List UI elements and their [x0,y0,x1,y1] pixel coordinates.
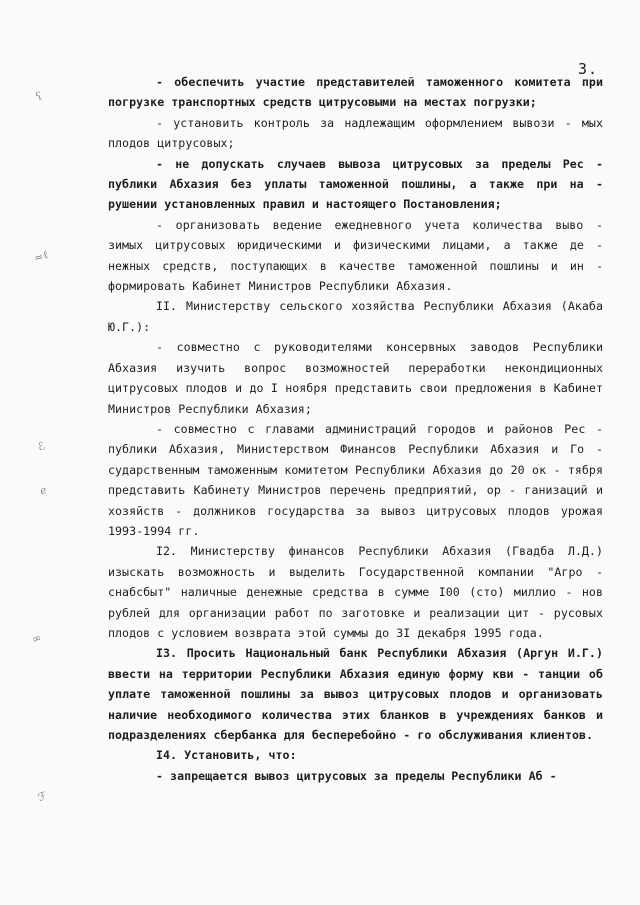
paragraph: - совместно с руководителями консервных заводов Республики Абхазия изучить вопрос возможностей переработки некондиционных цитрусовых плодов и до I ноября представить свои предложения в Кабинет Министров Республики Абхазия; [108,340,603,416]
margin-mark: ∞ [30,630,44,647]
paragraph: II. Министерству сельского хозяйства Республики Абхазия (Акаба Ю.Г.): [108,299,603,334]
paragraph: I2. Министерству финансов Республики Абхазия (Гвадба Л.Д.) изыскать возможность и выделить Государственной компании "Агро - снабсбыт" наличные денежные средства в сумме I00 (сто) миллио - нов рублей для организации работ по заготовке и реализации цит - русовых плодов с условием возврата этой суммы до 3I декабря 1995 года. [108,544,603,640]
page-number: 3. [577,60,598,78]
margin-mark: ℱ [36,788,49,805]
document-body [108,72,603,786]
paragraph: - организовать ведение ежедневного учета количества выво - зимых цитрусовых юридическими и физическими лицами, а также де - нежных средств, поступающих в качестве таможенной пошлины и ин - формировать Кабинет Министров Республики Абхазия. [108,217,603,294]
paragraph: - установить контроль за надлежащим оформлением вывози - мых плодов цитрусовых; [108,115,603,151]
paragraph: I3. Просить Национальный банк Республики Абхазия (Аргун И.Г.) ввести на территории Республики Абхазия единую форму кви - танции об уплате таможенной пошлины за вывоз цитрусовых плодов и организовать наличие необходимого количества этих бланков в учреждениях банков и подразделениях сбербанка для бесперебойно - го обслуживания клиентов. [108,646,603,742]
margin-mark: ℰ [35,439,47,454]
margin-mark: ℯ [37,483,49,498]
paragraph: - запрещается вывоз цитрусовых за пределы Республики Аб - [156,768,557,783]
paragraph: - совместно с главами администраций городов и районов Рес - публики Абхазия, Министерством Финансов Республики Абхазия и Го - сударственным таможенным комитетом Республики Абхазия до 20 ок - тября представить Кабинету Министров перечень предприятий, ор - ганизаций и хозяйств - должников государства за вывоз цитрусовых плодов урожая 1993-1994 гг. [108,421,603,538]
paragraph: - не допускать случаев вывоза цитрусовых за пределы Рес - публики Абхазия без уплаты таможенной пошлины, а также при на - рушении установленных правил и настоящего Постановления; [108,156,603,212]
margin-mark: ≈ℓ [32,247,51,266]
paragraph: - обеспечить участие представителей таможенного комитета при погрузке транспортных средств цитрусовыми на местах погрузки; [108,75,603,110]
paragraph: I4. Установить, что: [156,748,297,763]
margin-mark: ʕ [33,89,44,104]
